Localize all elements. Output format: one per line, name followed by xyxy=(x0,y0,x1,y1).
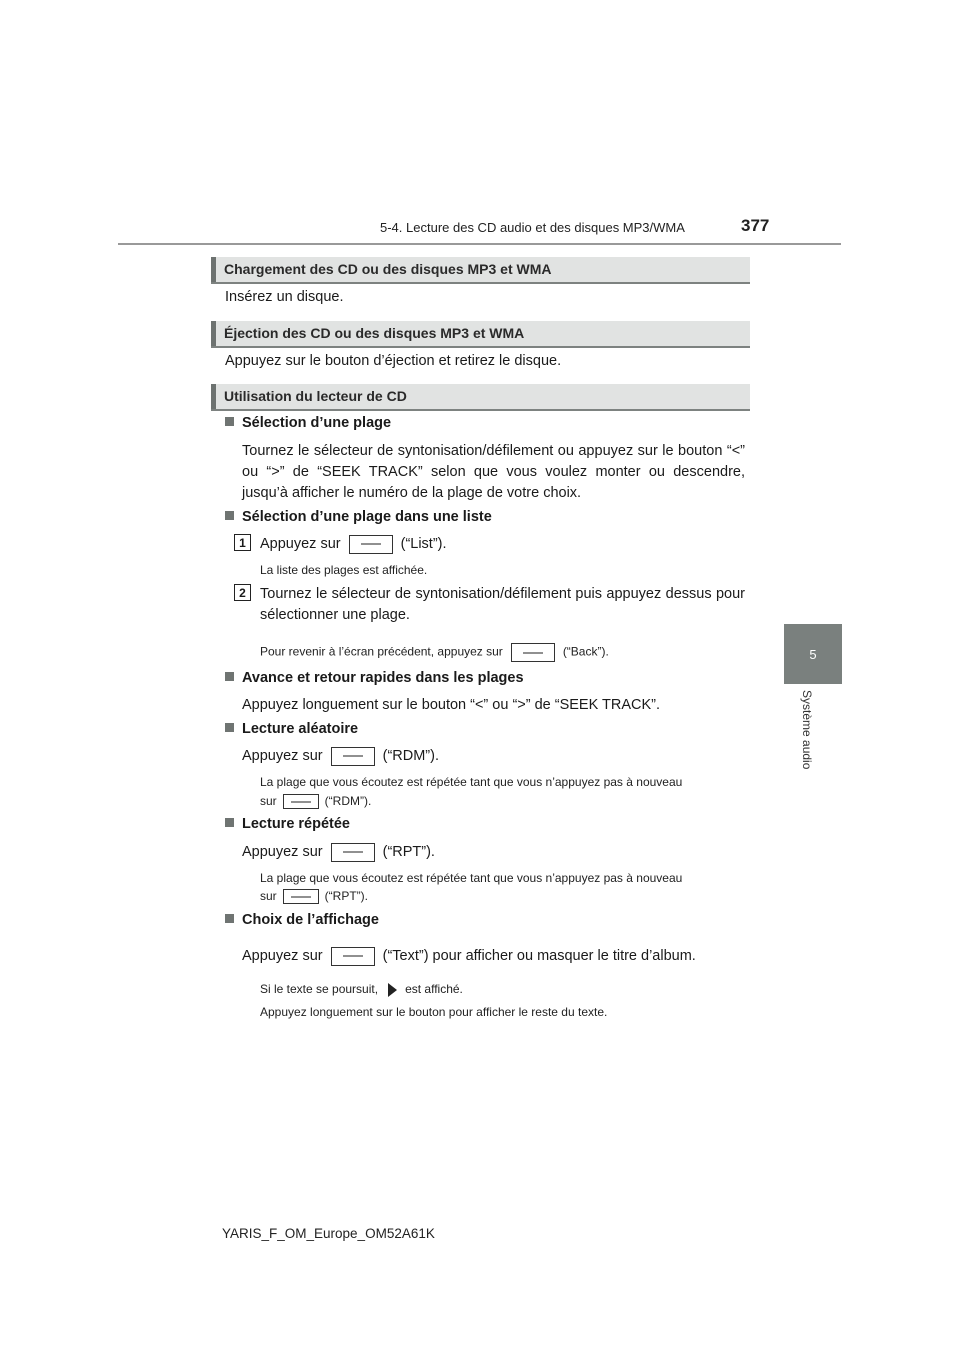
section-header-loading xyxy=(211,257,750,284)
subheading-fast: Avance et retour rapides dans les plages xyxy=(225,670,524,686)
step1-text: Appuyez sur (“List”). xyxy=(260,536,447,552)
fast-text: Appuyez longuement sur le bouton “<” ou “>” de “SEEK TRACK”. xyxy=(242,697,661,713)
text-key-icon xyxy=(331,947,375,966)
section-header-cd-player xyxy=(211,384,750,411)
step-number-2: 2 xyxy=(234,584,251,601)
rdm-key-icon xyxy=(331,747,375,766)
square-bullet-icon xyxy=(225,818,234,827)
section-header-ejecting xyxy=(211,321,750,348)
subheading-repeat: Lecture répétée xyxy=(225,816,350,832)
chapter-title: 5-4. Lecture des CD audio et des disques MP3/WMA xyxy=(380,220,685,235)
loading-text: Insérez un disque. xyxy=(225,289,344,305)
square-bullet-icon xyxy=(225,723,234,732)
header-divider xyxy=(118,243,841,245)
ejecting-text: Appuyez sur le bouton d’éjection et retirez le disque. xyxy=(225,353,562,369)
rpt-key-icon xyxy=(283,889,319,904)
square-bullet-icon xyxy=(225,914,234,923)
chapter-tab: 5 xyxy=(784,624,842,684)
repeat-text: Appuyez sur (“RPT”). xyxy=(242,844,435,860)
random-note: La plage que vous écoutez est répétée tant que vous n’appuyez pas à nouveau xyxy=(260,775,683,789)
section-title: Utilisation du lecteur de CD xyxy=(224,388,407,404)
subheading-display: Choix de l’affichage xyxy=(225,912,379,928)
subheading-random: Lecture aléatoire xyxy=(225,721,358,737)
rpt-key-icon xyxy=(331,843,375,862)
step1-note: La liste des plages est affichée. xyxy=(260,563,428,577)
subheading-track-select: Sélection d’une plage xyxy=(225,415,391,431)
track-select-text: Tournez le sélecteur de syntonisation/défilement ou appuyez sur le bouton “<” ou “>” de “SEEK TRACK” selon que vous voulez monter ou descendre, jusqu’à afficher le numéro de la plage de votre choix. xyxy=(242,443,745,501)
section-title: Éjection des CD ou des disques MP3 et WMA xyxy=(224,325,525,341)
text-continues-arrow-icon xyxy=(388,983,397,997)
list-key-icon xyxy=(349,535,393,554)
square-bullet-icon xyxy=(225,511,234,520)
display-text: Appuyez sur (“Text”) pour afficher ou masquer le titre d’album. xyxy=(242,948,696,964)
square-bullet-icon xyxy=(225,417,234,426)
random-note-2: sur (“RDM”). xyxy=(260,794,372,808)
step-number-1: 1 xyxy=(234,534,251,551)
random-text: Appuyez sur (“RDM”). xyxy=(242,748,439,764)
repeat-note-2: sur (“RPT”). xyxy=(260,889,368,903)
step2-note: Pour revenir à l’écran précédent, appuyez sur (“Back”). xyxy=(260,643,609,662)
rdm-key-icon xyxy=(283,794,319,809)
page-number: 377 xyxy=(741,216,770,235)
section-title: Chargement des CD ou des disques MP3 et WMA xyxy=(224,261,552,277)
square-bullet-icon xyxy=(225,672,234,681)
back-key-icon xyxy=(511,643,555,662)
step2-text: Tournez le sélecteur de syntonisation/défilement puis appuyez dessus pour sélectionner une plage. xyxy=(260,586,745,623)
repeat-note: La plage que vous écoutez est répétée tant que vous n’appuyez pas à nouveau xyxy=(260,871,683,885)
display-note-1: Si le texte se poursuit, est affiché. xyxy=(260,982,463,996)
document-code: YARIS_F_OM_Europe_OM52A61K xyxy=(222,1226,435,1241)
subheading-list-select: Sélection d’une plage dans une liste xyxy=(225,509,492,525)
display-note-2: Appuyez longuement sur le bouton pour afficher le reste du texte. xyxy=(260,1005,608,1019)
chapter-tab-label: Système audio xyxy=(800,690,814,770)
